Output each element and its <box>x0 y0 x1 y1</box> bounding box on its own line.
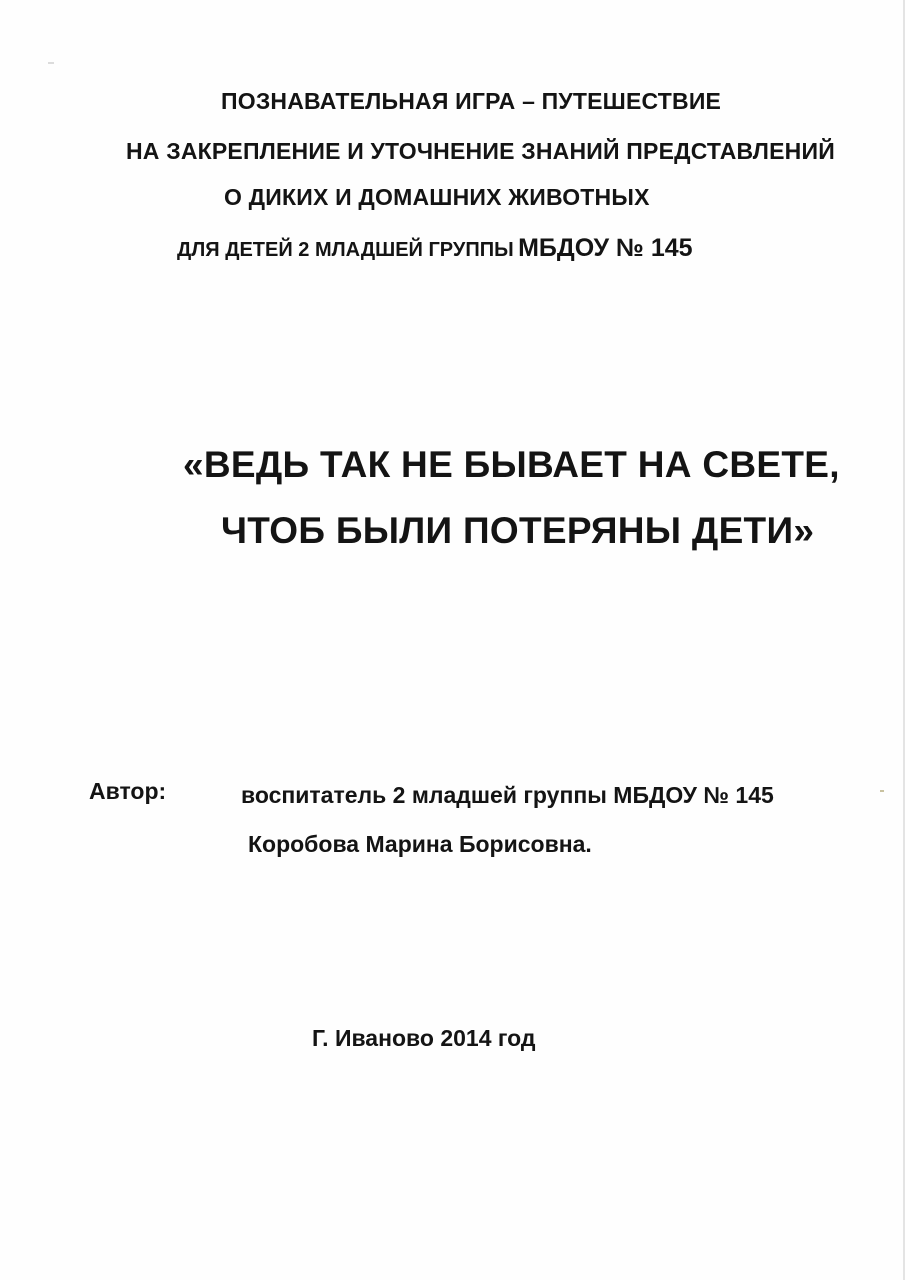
scan-speck <box>48 62 54 64</box>
header-line-2: НА ЗАКРЕПЛЕНИЕ И УТОЧНЕНИЕ ЗНАНИЙ ПРЕДСТАВЛЕНИЙ <box>126 138 835 164</box>
title-line-1: «ВЕДЬ ТАК НЕ БЫВАЕТ НА СВЕТЕ, <box>183 444 840 485</box>
header-line-1: ПОЗНАВАТЕЛЬНАЯ ИГРА – ПУТЕШЕСТВИЕ <box>221 88 722 114</box>
author-label: Автор: <box>89 778 167 804</box>
scan-speck <box>880 790 884 792</box>
header-line-4-institution: МБДОУ № 145 <box>518 234 693 262</box>
footer-place-year: Г. Иваново 2014 год <box>312 1025 536 1051</box>
header-line-4-group: ДЛЯ ДЕТЕЙ 2 МЛАДШЕЙ ГРУППЫ <box>177 239 514 261</box>
header-line-3: О ДИКИХ И ДОМАШНИХ ЖИВОТНЫХ <box>224 184 650 210</box>
author-position: воспитатель 2 младшей группы МБДОУ № 145 <box>241 782 774 808</box>
header-line-4 <box>177 234 693 263</box>
title-line-2: ЧТОБ БЫЛИ ПОТЕРЯНЫ ДЕТИ» <box>221 510 815 551</box>
author-name: Коробова Марина Борисовна. <box>248 831 592 857</box>
